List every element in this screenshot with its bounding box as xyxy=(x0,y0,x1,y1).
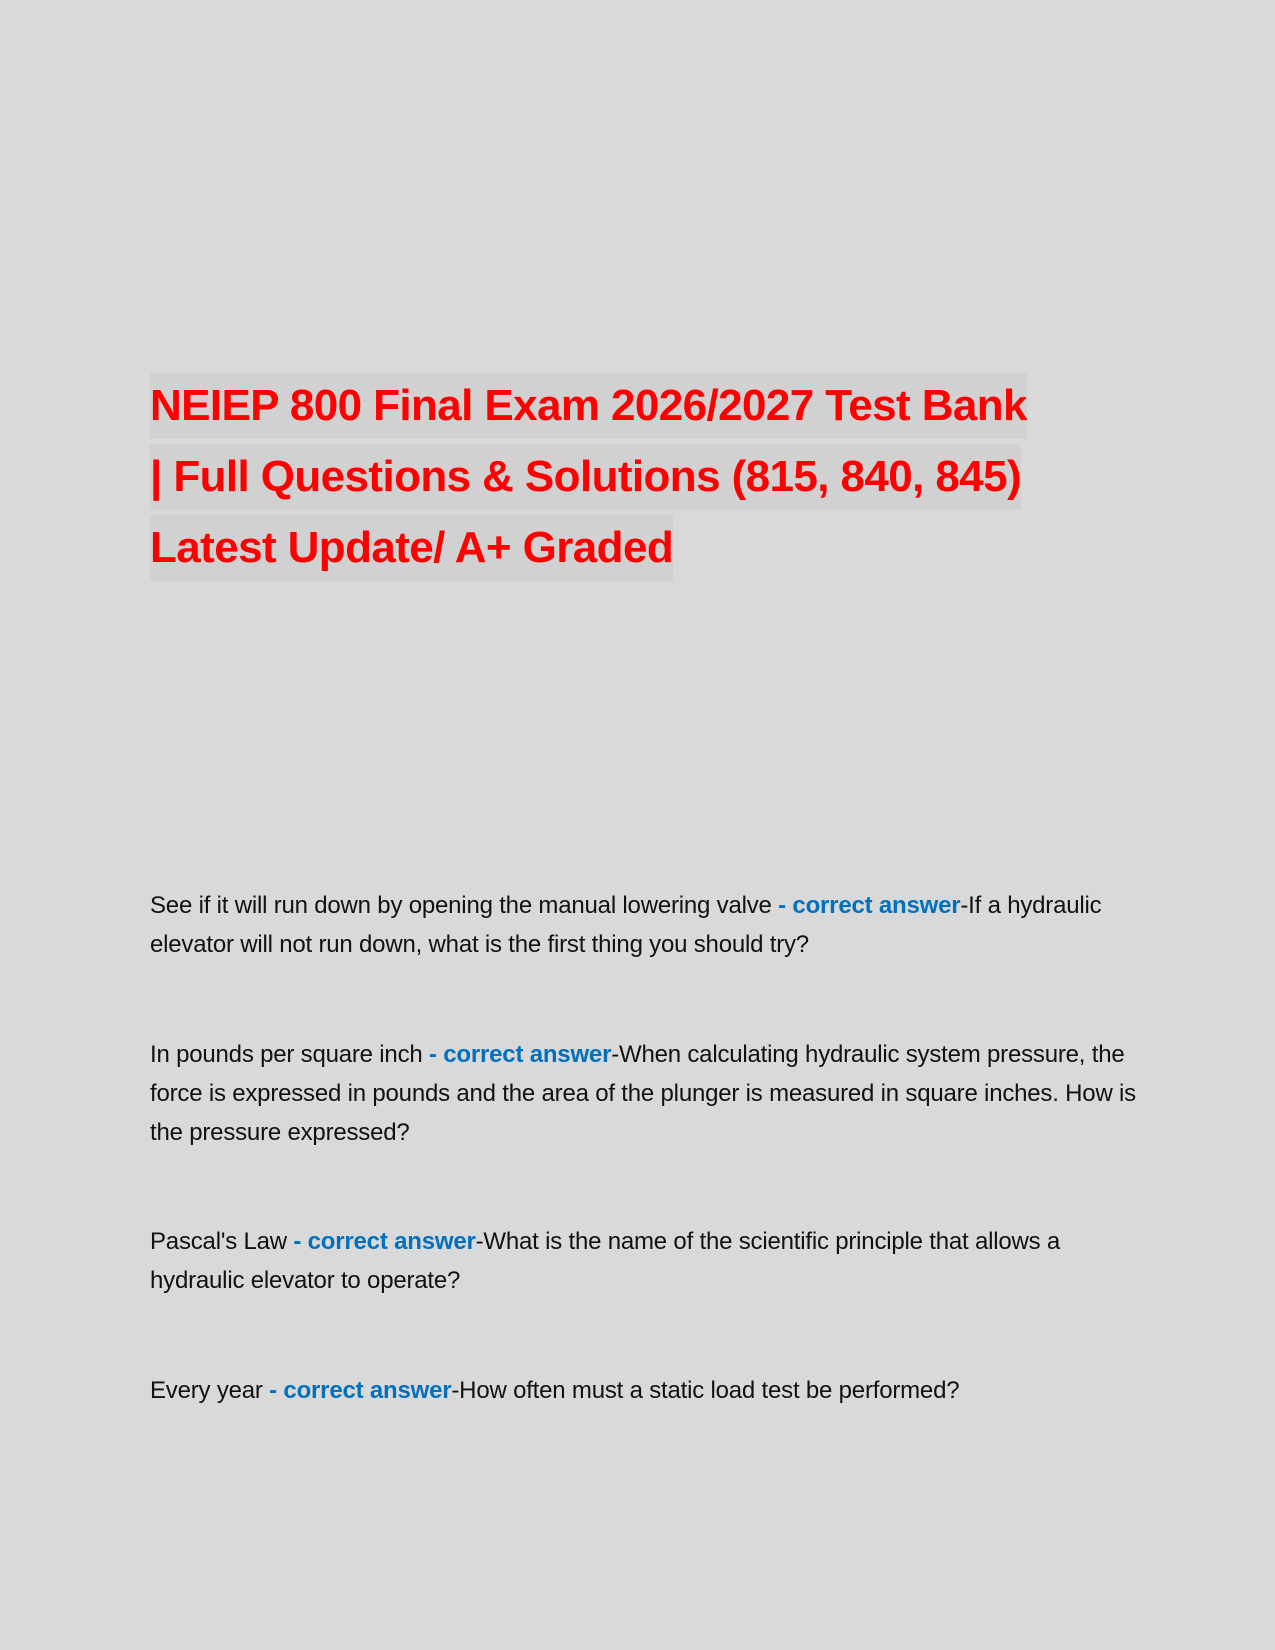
qa-item xyxy=(150,1371,1150,1410)
qa-answer: Pascal's Law xyxy=(150,1228,294,1255)
qa-question: -When calculating hydraulic system pressure, the force is expressed in pounds and the area of the plunger is measured in square inches. How is the pressure expressed? xyxy=(150,1041,1136,1146)
title-line-3: Latest Update/ A+ Graded xyxy=(150,512,1150,583)
qa-item xyxy=(150,1222,1150,1300)
qa-question: -What is the name of the scientific principle that allows a hydraulic elevator to operate? xyxy=(150,1228,1061,1294)
qa-question: -If a hydraulic elevator will not run down, what is the first thing you should try? xyxy=(150,892,1102,958)
document-title xyxy=(150,370,1150,583)
qa-question: -How often must a static load test be performed? xyxy=(451,1377,960,1404)
correct-answer-marker: - correct answer xyxy=(269,1377,452,1404)
qa-item xyxy=(150,886,1150,964)
correct-answer-marker: - correct answer xyxy=(778,892,961,919)
correct-answer-marker: - correct answer xyxy=(429,1041,612,1068)
title-line-2: | Full Questions & Solutions (815, 840, 845) xyxy=(150,441,1150,512)
qa-answer: See if it will run down by opening the manual lowering valve xyxy=(150,892,779,919)
qa-item xyxy=(150,1035,1150,1152)
title-line-1: NEIEP 800 Final Exam 2026/2027 Test Bank xyxy=(150,370,1150,441)
correct-answer-marker: - correct answer xyxy=(293,1228,476,1255)
qa-answer: Every year xyxy=(150,1377,270,1404)
qa-answer: In pounds per square inch xyxy=(150,1041,429,1068)
